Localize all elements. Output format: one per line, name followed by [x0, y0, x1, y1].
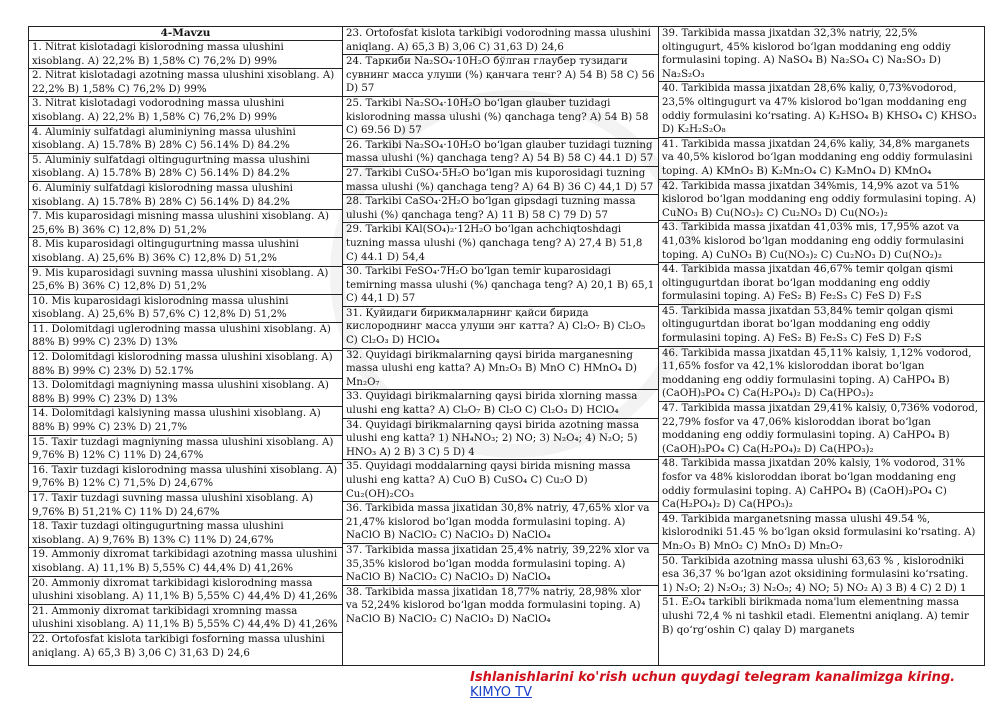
question-item: 30. Tarkibi FeSO₄·7H₂O bo‘lgan temir kuparosidagi temirning massa ulushi (%) qanchaga teng? A) 20,1 B) 65,1 C) 44,1 D) 57 [343, 265, 658, 307]
question-item: 44. Tarkibida massa jixatdan 46,67% temir qolgan qismi oltingugurtdan iborat bo‘lgan moddaning eng oddiy formulasini toping. A) FeS₂ B) Fe₂S₃ C) FeS D) F₂S [659, 263, 984, 305]
column-2 [343, 27, 659, 665]
footer-note [470, 670, 1000, 700]
page-title: 4-Mavzu [29, 27, 342, 41]
question-item: 35. Quyidagi moddalarning qaysi birida misning massa ulushi eng katta? A) CuO B) CuSO₄ C) Cu₂O D) Cu₂(OH)₂CO₃ [343, 460, 658, 502]
worksheet-table [28, 26, 985, 666]
telegram-link[interactable]: KIMYO TV [470, 685, 533, 700]
question-item: 10. Mis kuparosidagi kislorodning massa ulushini xisoblang. A) 25,6% B) 57,6% C) 12,8% D) 51,2% [29, 295, 342, 323]
question-item: 39. Tarkibida massa jixatdan 32,3% natriy, 22,5% oltingugurt, 45% kislorod bo‘lgan moddaning eng oddiy formulasini toping. A) NaSO₄ B) Na₂SO₄ C) Na₂SO₃ D) Na₂S₂O₃ [659, 27, 984, 82]
question-item: 47. Tarkibida massa jixatdan 29,41% kalsiy, 0,736% vodorod, 22,79% fosfor va 47,06% kisloroddan iborat bo‘lgan moddaning eng oddiy formulasini toping. A) CaHPO₄ B) (CaOH)₃PO₄ C) Ca(H₂PO₄)₂ D) Ca(HPO₃)₂ [659, 402, 984, 457]
question-item: 29. Tarkibi KAl(SO₄)₂·12H₂O bo‘lgan achchiqtoshdagi tuzning massa ulushi (%) qanchaga teng? A) 27,4 B) 51,8 C) 44.1 D) 54,4 [343, 223, 658, 265]
question-item: 40. Tarkibida massa jixatdan 28,6% kaliy, 0,73%vodorod, 23,5% oltingugurt va 47% kislorod bo‘lgan moddaning eng oddiy formulasini ko‘rsating. A) K₂HSO₄ B) KHSO₄ C) KHSO₃ D) K₂H₂S₂O₈ [659, 82, 984, 137]
question-item: 14. Dolomitdagi kalsiyning massa ulushini xisoblang. A) 88% B) 99% C) 23% D) 21,7% [29, 407, 342, 435]
question-item: 20. Ammoniy dixromat tarkibidagi kislorodning massa ulushini xisoblang. A) 11,1% B) 5,55% C) 44,4% D) 41,26% [29, 577, 342, 605]
question-item: 50. Tarkibida azotning massa ulushi 63,63 % , kislorodniki esa 36,37 % bo‘lgan azot oksidining formulasini ko‘rsating. 1) N₂O; 2) N₂O₃; 3) N₂O₅; 4) NO; 5) NO₂ A) 3 B) 4 C) 2 D) 1 [659, 555, 984, 597]
question-item: 17. Taxir tuzdagi suvning massa ulushini xisoblang. A) 9,76% B) 51,21% C) 11% D) 24,67% [29, 492, 342, 520]
question-item: 23. Ortofosfat kislota tarkibigi vodorodning massa ulushini aniqlang. A) 65,3 B) 3,06 C) 31,63 D) 24,6 [343, 27, 658, 55]
question-item: 31. Қуйидаги бирикмаларнинг қайси бирида кислороднинг масса улуши энг катта? A) Cl₂O₇ B) Cl₂O₅ C) Cl₂O₃ D) HClO₄ [343, 307, 658, 349]
question-item: 22. Ortofosfat kislota tarkibigi fosforning massa ulushini aniqlang. A) 65,3 B) 3,06 C) 31,63 D) 24,6 [32, 633, 325, 659]
question-item: 32. Quyidagi birikmalarning qaysi birida marganesning massa ulushi eng katta? A) Mn₂O₃ B) MnO C) HMnO₄ D) Mn₂O₇ [343, 349, 658, 391]
footer-text: Ishlanishlarini ko'rish uchun quydagi telegram kanalimizga kiring. [470, 670, 956, 685]
question-item: 16. Taxir tuzdagi kislorodning massa ulushini xisoblang. A) 9,76% B) 12% C) 71,5% D) 24,67% [29, 464, 342, 492]
question-item: 49. Tarkibida marganetsning massa ulushi 49.54 %, kislorodniki 51.45 % bo‘lgan oksid formulasini ko‘rsating. A) Mn₂O₃ B) MnO₂ C) MnO₃ D) Mn₂O₇ [659, 513, 984, 555]
question-item: 6. Aluminiy sulfatdagi kislorodning massa ulushini xisoblang. A) 15.78% B) 28% C) 56.14% D) 84.2% [29, 182, 342, 210]
question-item: 2. Nitrat kislotadagi azotning massa ulushini xisoblang. A) 22,2% B) 1,58% C) 76,2% D) 99% [29, 69, 342, 97]
question-item: 18. Taxir tuzdagi oltingugurtning massa ulushini xisoblang. A) 9,76% B) 13% C) 11% D) 24,67% [29, 520, 342, 548]
question-item: 5. Aluminiy sulfatdagi oltingugurtning massa ulushini xisoblang. A) 15.78% B) 28% C) 56.14% D) 84.2% [29, 154, 342, 182]
question-item: 9. Mis kuparosidagi suvning massa ulushini xisoblang. A) 25,6% B) 36% C) 12,8% D) 51,2% [29, 267, 342, 295]
question-item: 33. Quyidagi birikmalarning qaysi birida xlorning massa ulushi eng katta? A) Cl₂O₇ B) Cl₂O C) Cl₂O₃ D) HClO₄ [343, 390, 658, 418]
question-item: 27. Tarkibi CuSO₄·5H₂O bo‘lgan mis kuporosidagi tuzning massa ulushi (%) qanchaga teng? A) 64 B) 36 C) 44,1 D) 57 [343, 167, 658, 195]
question-item: 24. Таркиби Na₂SO₄·10H₂O бўлган глаубер тузидаги сувнинг масса улуши (%) қанчага тенг? A) 54 B) 58 C) 56 D) 57 [343, 55, 658, 97]
question-item: 13. Dolomitdagi magniyning massa ulushini xisoblang. A) 88% B) 99% C) 23% D) 13% [29, 379, 342, 407]
question-item: 37. Tarkibida massa jixatidan 25,4% natriy, 39,22% xlor va 35,35% kislorod bo‘lgan modda formulasini toping. A) NaClO B) NaClO₂ C) NaClO₃ D) NaClO₄ [343, 544, 658, 586]
question-item: 46. Tarkibida massa jixatdan 45,11% kalsiy, 1,12% vodorod, 11,65% fosfor va 42,1% kisloroddan iborat bo‘lgan moddaning eng oddiy formulasini toping. A) CaHPO₄ B) (CaOH)₃PO₄ C) Ca(H₂PO₄)₂ D) Ca(HPO₃)₂ [659, 347, 984, 402]
question-item: 36. Tarkibida massa jixatidan 30,8% natriy, 47,65% xlor va 21,47% kislorod bo‘lgan modda formulasini toping. A) NaClO B) NaClO₂ C) NaClO₃ D) NaClO₄ [343, 502, 658, 544]
question-item: 1. Nitrat kislotadagi kislorodning massa ulushini xisoblang. A) 22,2% B) 1,58% C) 76,2% D) 99% [29, 41, 342, 69]
question-item: 15. Taxir tuzdagi magniyning massa ulushini xisoblang. A) 9,76% B) 12% C) 11% D) 24,67% [29, 436, 342, 464]
question-item: 38. Tarkibida massa jixatidan 18,77% natriy, 28,98% xlor va 52,24% kislorod bo‘lgan modda formulasini toping. A) NaClO B) NaClO₂ C) NaClO₃ D) NaClO₄ [346, 586, 641, 625]
column-3 [659, 27, 984, 665]
question-item: 34. Quyidagi birikmalarning qaysi birida azotning massa ulushi eng katta? 1) NH₄NO₃; 2) NO; 3) N₂O₄; 4) N₂O; 5) HNO₃ A) 2 B) 3 C) 5 D) 4 [343, 419, 658, 461]
question-item: 48. Tarkibida massa jixatdan 20% kalsiy, 1% vodorod, 31% fosfor va 48% kisloroddan iborat bo‘lgan moddaning eng oddiy formulasini toping. A) CaHPO₄ B) (CaOH)₃PO₄ C) Ca(H₂PO₄)₂ D) Ca(HPO₃)₂ [659, 457, 984, 512]
question-item: 25. Tarkibi Na₂SO₄·10H₂O bo‘lgan glauber tuzidagi kislorodning massa ulushi (%) qanchaga teng? A) 54 B) 58 C) 69.56 D) 57 [343, 97, 658, 139]
question-item: 7. Mis kuparosidagi misning massa ulushini xisoblang. A) 25,6% B) 36% C) 12,8% D) 51,2% [29, 210, 342, 238]
question-item: 28. Tarkibi CaSO₄·2H₂O bo‘lgan gipsdagi tuzning massa ulushi (%) qanchaga teng? A) 11 B) 58 C) 79 D) 57 [343, 195, 658, 223]
column-1 [29, 27, 343, 665]
question-item: 12. Dolomitdagi kislorodning massa ulushini xisoblang. A) 88% B) 99% C) 23% D) 52.17% [29, 351, 342, 379]
question-item: 51. E₂O₄ tarkibli birikmada noma'lum elementning massa ulushi 72,4 % ni tashkil etadi. Elementni aniqlang. A) temir B) qo‘rg‘oshin C) qalay D) marganets [662, 597, 969, 636]
question-item: 41. Tarkibida massa jixatdan 24,6% kaliy, 34,8% marganets va 40,5% kislorod bo‘lgan moddaning eng oddiy formulasini toping. A) KMnO₃ B) K₂Mn₂O₄ C) K₂MnO₄ D) KMnO₄ [659, 138, 984, 180]
question-item: 21. Ammoniy dixromat tarkibidagi xromning massa ulushini xisoblang. A) 11,1% B) 5,55% C) 44,4% D) 41,26% [29, 605, 342, 633]
question-item: 26. Tarkibi Na₂SO₄·10H₂O bo‘lgan glauber tuzidagi tuzning massa ulushi (%) qanchaga teng? A) 54 B) 58 C) 44.1 D) 57 [343, 139, 658, 167]
question-item: 3. Nitrat kislotadagi vodorodning massa ulushini xisoblang. A) 22,2% B) 1,58% C) 76,2% D) 99% [29, 97, 342, 125]
question-item: 43. Tarkibida massa jixatdan 41,03% mis, 17,95% azot va 41,03% kislorod bo‘lgan moddaning eng oddiy formulasini toping. A) CuNO₃ B) Cu(NO₃)₂ C) Cu₂NO₃ D) Cu(NO₂)₂ [659, 221, 984, 263]
question-item: 8. Mis kuparosidagi oltingugurtning massa ulushini xisoblang. A) 25,6% B) 36% C) 12,8% D) 51,2% [29, 238, 342, 266]
question-item: 19. Ammoniy dixromat tarkibidagi azotning massa ulushini xisoblang. A) 11,1% B) 5,55% C) 44,4% D) 41,26% [29, 548, 342, 576]
question-item: 45. Tarkibida massa jixatdan 53,84% temir qolgan qismi oltingugurtdan iborat bo‘lgan moddaning eng oddiy formulasini toping. A) FeS₂ B) Fe₂S₃ C) FeS D) F₂S [659, 305, 984, 347]
question-item: 42. Tarkibida massa jixatdan 34%mis, 14,9% azot va 51% kislorod bo‘lgan moddaning eng oddiy formulasini toping. A) CuNO₃ B) Cu(NO₃)₂ C) Cu₂NO₃ D) Cu(NO₂)₂ [659, 180, 984, 222]
question-item: 4. Aluminiy sulfatdagi aluminiyning massa ulushini xisoblang. A) 15.78% B) 28% C) 56.14% D) 84.2% [29, 126, 342, 154]
question-item: 11. Dolomitdagi uglerodning massa ulushini xisoblang. A) 88% B) 99% C) 23% D) 13% [29, 323, 342, 351]
